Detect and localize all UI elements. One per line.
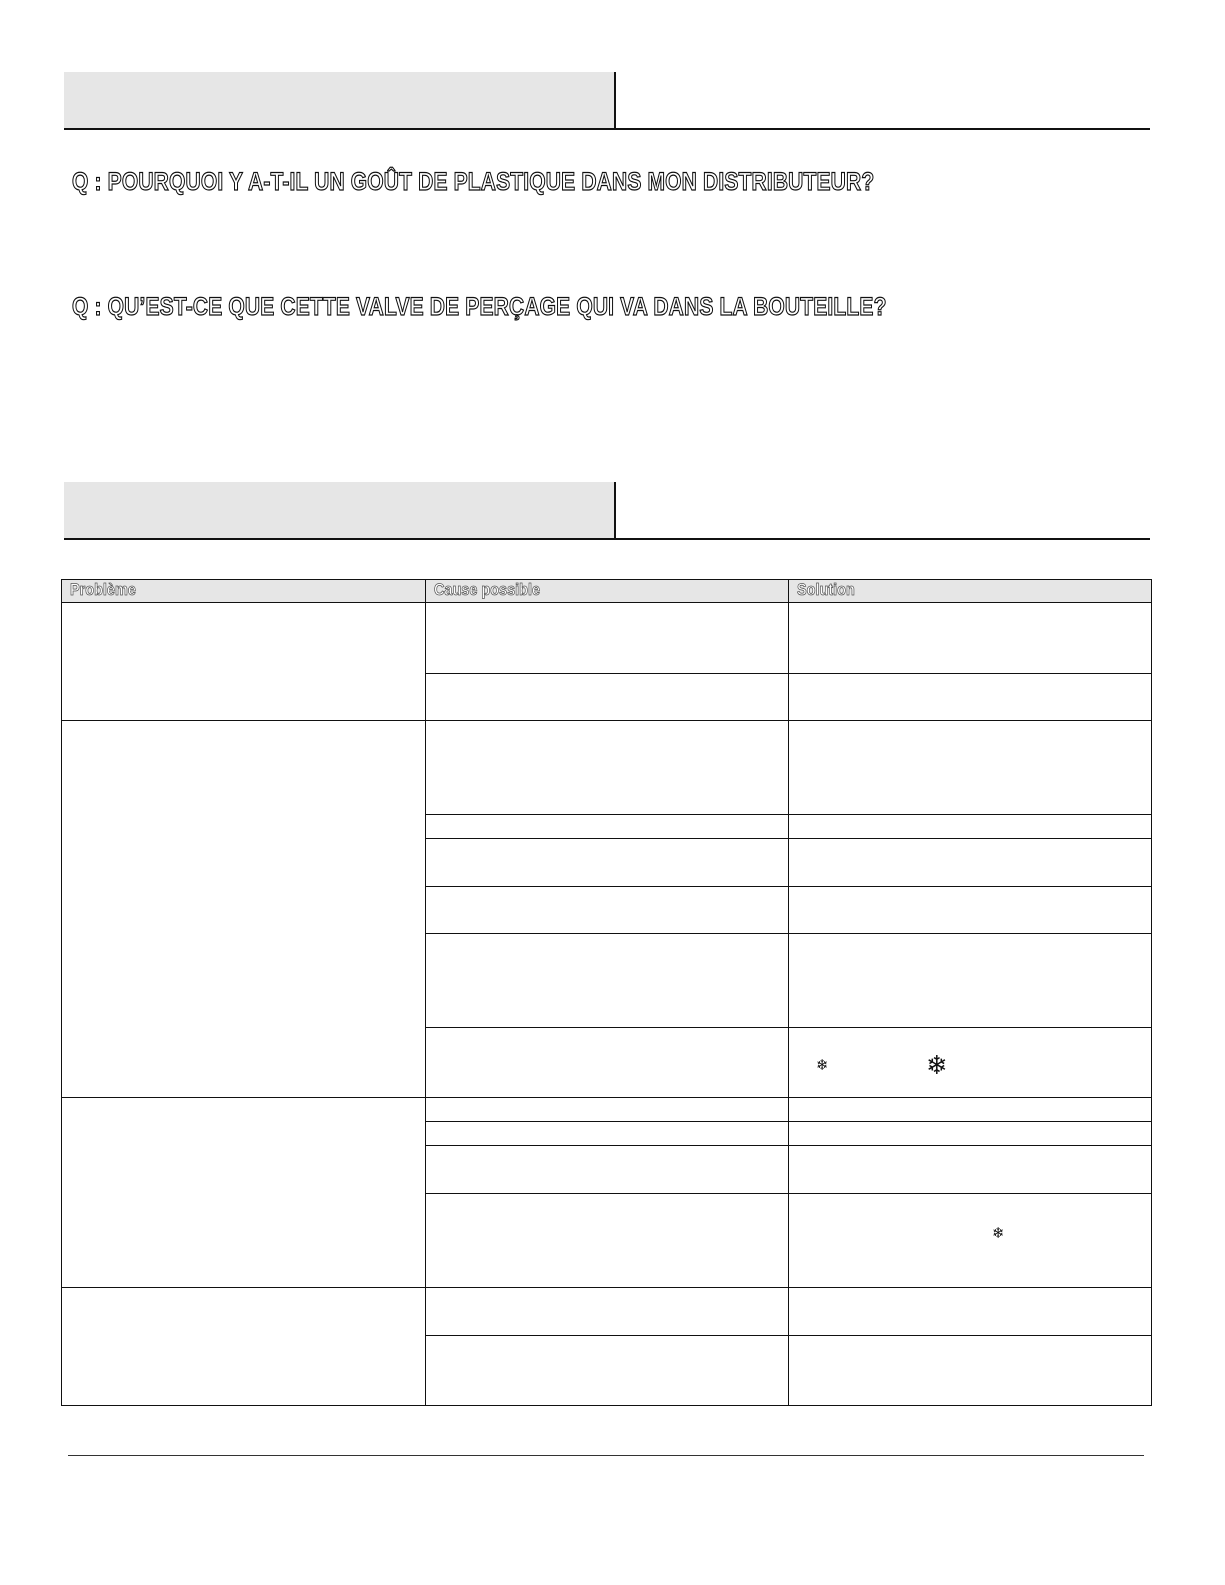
section-header-troubleshooting (64, 482, 1150, 540)
cause-cell (426, 1146, 789, 1194)
solution-cell (789, 1028, 1152, 1098)
table-row (62, 603, 1152, 674)
cause-cell (426, 1122, 789, 1146)
cause-cell (426, 1336, 789, 1406)
table-row (62, 1098, 1152, 1122)
cause-cell (426, 721, 789, 815)
problem-cell (62, 721, 426, 1098)
snowflake-icon: ❄ (926, 1051, 948, 1081)
section-header-rule (64, 128, 1150, 130)
cause-cell (426, 1028, 789, 1098)
section-header-band (64, 482, 614, 539)
section-header-band (64, 72, 614, 129)
cause-cell (426, 815, 789, 839)
cause-cell (426, 887, 789, 934)
troubleshooting-table (61, 579, 1152, 1406)
solution-cell (789, 603, 1152, 674)
footer-rule (68, 1455, 1144, 1456)
solution-cell (789, 1098, 1152, 1122)
snowflake-icon: ❄ (992, 1224, 1005, 1242)
cause-cell (426, 1098, 789, 1122)
table-row (62, 1288, 1152, 1336)
problem-cell (62, 1288, 426, 1406)
solution-cell (789, 674, 1152, 721)
cause-cell (426, 1288, 789, 1336)
column-header-problem: Problème (62, 580, 426, 603)
faq-question-plastic-taste: Q : POURQUOI Y A-T-IL UN GOÛT DE PLASTIQUE DANS MON DISTRIBUTEUR? (72, 168, 875, 196)
solution-cell (789, 934, 1152, 1028)
solution-cell (789, 839, 1152, 887)
section-header-divider (614, 482, 616, 540)
solution-cell (789, 721, 1152, 815)
section-header-divider (614, 72, 616, 130)
solution-cell (789, 1336, 1152, 1406)
solution-cell (789, 1122, 1152, 1146)
cause-cell (426, 674, 789, 721)
column-header-solution: Solution (789, 580, 1152, 603)
table-row (62, 721, 1152, 815)
solution-cell (789, 1288, 1152, 1336)
cause-cell (426, 934, 789, 1028)
snowflake-icon: ❄ (816, 1056, 829, 1074)
section-header-rule (64, 538, 1150, 540)
faq-question-piercing-valve: Q : QU’EST-CE QUE CETTE VALVE DE PERÇAGE QUI VA DANS LA BOUTEILLE? (72, 293, 887, 321)
cause-cell (426, 603, 789, 674)
solution-cell (789, 815, 1152, 839)
table-header-row (62, 580, 1152, 603)
cause-cell (426, 1194, 789, 1288)
cause-cell (426, 839, 789, 887)
section-header-faq (64, 72, 1150, 130)
solution-cell (789, 1146, 1152, 1194)
problem-cell (62, 1098, 426, 1288)
solution-cell (789, 887, 1152, 934)
column-header-cause: Cause possible (426, 580, 789, 603)
solution-cell (789, 1194, 1152, 1288)
problem-cell (62, 603, 426, 721)
